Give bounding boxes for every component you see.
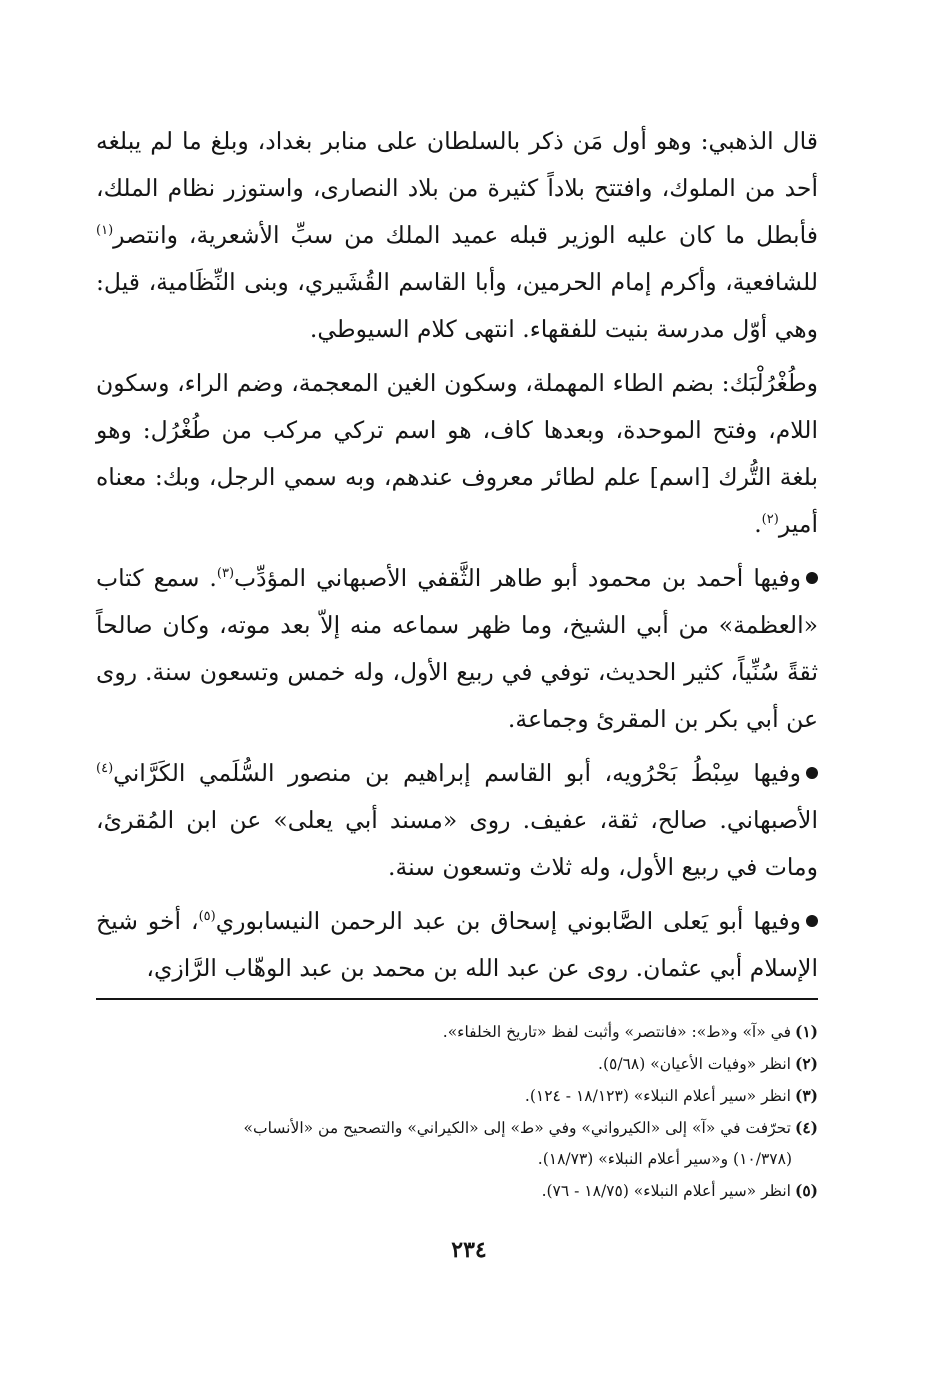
footnote-text: انظر «وفيات الأعيان» (٥/٦٨). [598,1055,791,1073]
footnotes [96,1016,818,1207]
page-body [96,118,818,1207]
paragraph-sibt-bahruyah [96,750,818,891]
footnote-ref: (١) [96,223,114,239]
page-number: ٢٣٤ [451,1237,487,1263]
footnote-text: في «آ» و«ط»: «فانتصر» وأثبت لفظ «تاريخ الخلفاء». [442,1023,791,1041]
footnote-number: (٣) [794,1086,818,1105]
paragraph-ahmad-thaqafi [96,555,818,743]
bullet-icon [806,572,818,584]
paragraph-abu-yala-sabuni [96,898,818,992]
footnote-number: (٥) [794,1181,818,1200]
footnote-2 [96,1048,818,1080]
footnote-number: (٢) [794,1054,818,1073]
footnote-number: (١) [794,1022,818,1041]
paragraph-text: للشافعية، وأكرم إمام الحرمين، وأبا القاسم القُشَيري، وبنى النِّظَامية، قيل: وهي أوّل مدرسة بنيت للفقهاء. انتهى كلام السيوطي. [96,268,818,343]
paragraph-text: الأصبهاني. صالح، ثقة، عفيف. روى «مسند أبي يعلى» عن ابن المُقرئ، ومات في ربيع الأول، وله ثلاث وتسعون سنة. [96,806,818,881]
footnote-number: (٤) [794,1118,818,1137]
paragraph-text: وفيها أبو يَعلى الصَّابوني إسحاق بن عبد الرحمن النيسابوري [215,907,801,935]
footnote-3 [96,1080,818,1112]
footnote-ref: (٥) [198,909,216,925]
bullet-icon [806,767,818,779]
footnote-text: (١٠/٣٧٨) و«سير أعلام النبلاء» (١٨/٧٣). [537,1150,792,1168]
footnote-text: انظر «سير أعلام النبلاء» (١٨/١٢٣ - ١٢٤). [524,1087,791,1105]
footnote-ref: (٢) [761,512,779,528]
footnote-divider [96,998,818,1000]
footnote-ref: (٤) [96,761,114,777]
footnote-1 [96,1016,818,1048]
paragraph-dhahabi-quote [96,118,818,353]
paragraph-text: . سمع كتاب «العظمة» من أبي الشيخ، وما ظهر سماعه منه إلاّ بعد موته، وكان صالحاً ثقةً سُنِّياً، كثير الحديث، توفي في ربيع الأول، وله خمس وتسعون سنة. روى عن أبي بكر بن المقرئ وجماعة. [96,564,818,733]
footnote-text: تحرّفت في «آ» إلى «الكيرواني» وفي «ط» إلى «الكيراني» والتصحيح من «الأنساب» [243,1119,791,1137]
bullet-icon [806,915,818,927]
paragraph-text: وفيها أحمد بن محمود أبو طاهر الثَّقفي الأصبهاني المؤدِّب [234,564,801,592]
footnote-4-continued [96,1144,818,1175]
footnote-4 [96,1112,818,1144]
footnote-ref: (٣) [216,566,235,582]
paragraph-tughrulbek [96,360,818,548]
paragraph-text: وطُغْرُلْبَك: بضم الطاء المهملة، وسكون الغين المعجمة، وضم الراء، وسكون اللام، وفتح الموحدة، وبعدها كاف، هو اسم تركي مركب من طُغْرُل: وهو بلغة التُّرك [اسم] علم لطائر معروف عندهم، وبه سمي الرجل، وبك: معناه أمير [96,369,818,538]
footnote-text: انظر «سير أعلام النبلاء» (١٨/٧٥ - ٧٦). [541,1182,791,1200]
footnote-5 [96,1175,818,1207]
paragraph-text: . [754,510,762,538]
paragraph-text: وفيها سِبْطُ بَحْرُويه، أبو القاسم إبراهيم بن منصور السُّلَمي الكَرَّاني [113,759,801,787]
paragraph-text: ، أخو شيخ الإسلام أبي عثمان. روى عن عبد الله بن محمد بن عبد الوهّاب الرَّازي، [96,907,818,982]
paragraph-text: قال الذهبي: وهو أول مَن ذكر بالسلطان على منابر بغداد، وبلغ ما لم يبلغه أحد من الملوك، وافتتح بلاداً كثيرة من بلاد النصارى، واستوزر نظام الملك، فأبطل ما كان عليه الوزير قبله عميد الملك من سبِّ الأشعرية، وانتصر [96,127,818,249]
